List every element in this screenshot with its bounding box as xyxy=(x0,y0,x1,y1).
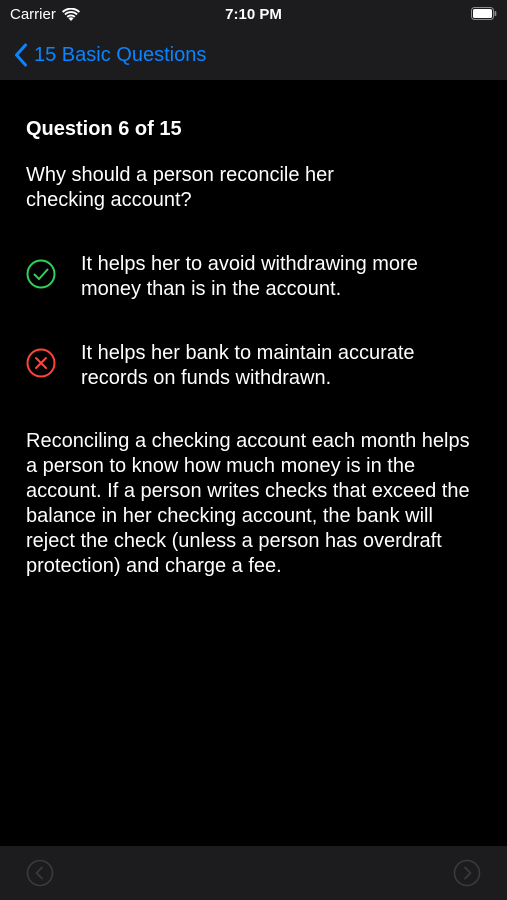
back-button[interactable] xyxy=(14,40,206,70)
answer-text: It helps her to avoid withdrawing more money than is in the account. xyxy=(81,253,418,300)
chevron-left-circle-icon[interactable] xyxy=(26,859,54,887)
check-circle-icon xyxy=(26,259,56,289)
navigation-bar xyxy=(0,30,507,80)
status-bar xyxy=(0,0,507,30)
chevron-right-circle-icon[interactable] xyxy=(453,859,481,887)
back-button-label: 15 Basic Questions xyxy=(34,43,207,66)
question-text: Why should a person reconcile her checking account? xyxy=(26,164,334,211)
x-circle-icon xyxy=(26,348,56,378)
bottom-toolbar xyxy=(0,846,507,900)
status-time: 7:10 PM xyxy=(225,6,282,23)
battery-icon xyxy=(471,7,497,20)
answer-text: It helps her bank to maintain accurate records on funds withdrawn. xyxy=(81,342,415,389)
question-number: Question 6 of 15 xyxy=(26,118,182,140)
carrier-label: Carrier xyxy=(10,6,56,23)
chevron-left-icon xyxy=(14,43,28,67)
explanation-text: Reconciling a checking account each month helps a person to know how much money is in the account. If a person writes checks that exceed the balance in her checking account, the bank will reject the check (unless a person has overdraft protection) and charge a fee. xyxy=(26,430,470,577)
